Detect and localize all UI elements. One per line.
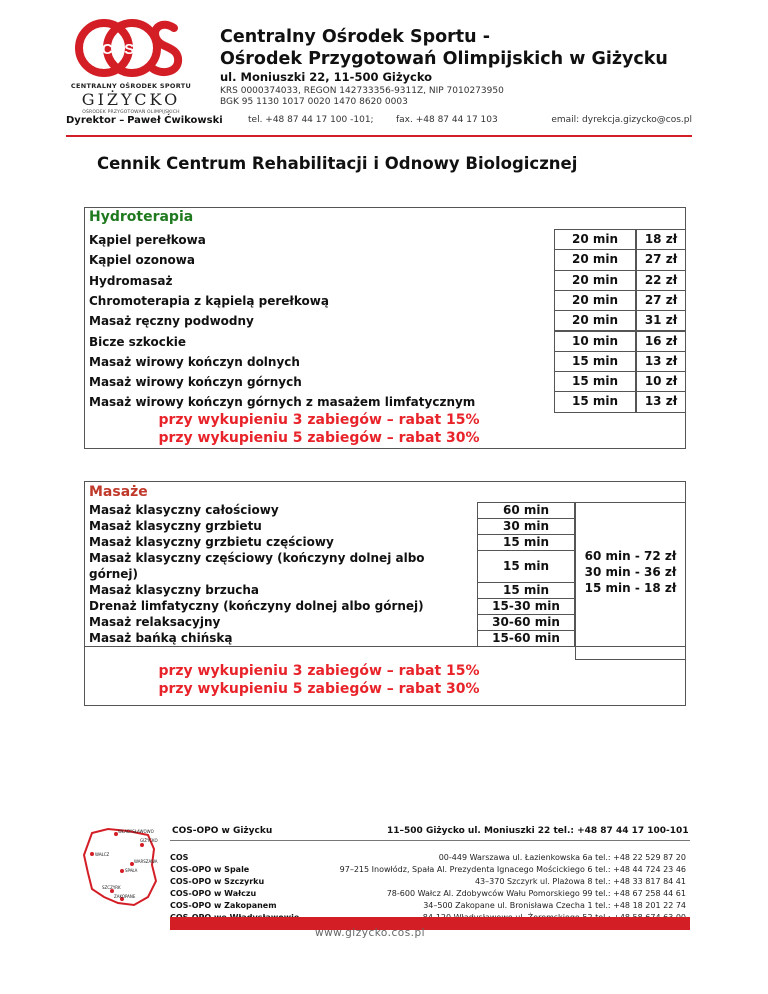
hydro-row-name: Masaż wirowy kończyn górnych [89,375,302,390]
massage-row-name: Masaż bańką chińską [89,631,233,645]
massage-price-15: 15 min - 18 zł [584,581,677,595]
hydro-row-name: Masaż wirowy kończyn górnych z masażem limfatycznym [89,395,476,410]
center-name: COS-OPO w Zakopanem [170,901,277,910]
center-address: 43–370 Szczyrk ul. Plażowa 8 tel.: +48 33 817 84 41 [474,877,686,886]
email-link[interactable]: email: dyrekcja.gizycko@cos.pl [551,115,692,125]
hydro-row-price: 13 zł [644,394,678,409]
org-registry-1: KRS 0000374033, REGON 142733356-9311Z, NIP 7010273950 [220,86,504,96]
center-address: 00-449 Warszawa ul. Łazienkowska 6a tel.: +48 22 529 87 20 [438,853,686,862]
phone: tel. +48 87 44 17 100 -101; [248,115,374,125]
hydro-row-time: 20 min [571,252,619,267]
hydro-row-price: 27 zł [644,252,678,267]
massage-row-name: Masaż klasyczny grzbietu [89,519,262,533]
massage-row-name: Masaż klasyczny grzbietu częściowy [89,535,334,549]
director [66,115,223,126]
massage-row-time: 30 min [502,519,550,533]
hydro-row-time: 20 min [571,272,619,287]
footer-red-bar [170,917,690,930]
massage-row-name: Masaż klasyczny całościowy [89,503,279,517]
massage-row-name-cont: górnej) [89,567,139,581]
massage-row-name: Masaż relaksacyjny [89,615,221,629]
svg-text:WAŁCZ: WAŁCZ [95,852,110,857]
center-name: COS-OPO w Spale [170,865,250,874]
hydro-discount-5: przy wykupieniu 5 zabiegów – rabat 30% [158,430,480,446]
hydro-row-name: Masaż ręczny podwodny [89,314,254,329]
center-name: COS-OPO w Wałczu [170,889,257,898]
svg-text:GIŻYCKO: GIŻYCKO [140,838,158,843]
hydro-row-price: 27 zł [644,292,678,307]
hydro-row-name: Bicze szkockie [89,334,187,349]
hydro-row-name: Chromoterapia z kąpielą perełkową [89,293,329,308]
svg-text:WARSZAWA: WARSZAWA [134,859,158,864]
massage-title: Masaże [89,484,148,500]
org-title-line2: Ośrodek Przygotowań Olimpijskich w Giżycku [220,49,668,69]
hydro-row-price: 10 zł [644,374,678,389]
organization-title [220,26,668,70]
massage-row-time: 15 min [502,559,550,573]
logo-line2: GIŻYCKO [81,90,181,109]
director-prefix: Dyrektor – [66,115,125,126]
svg-text:WŁADYSŁAWOWO: WŁADYSŁAWOWO [118,829,154,834]
massage-row-time: 30-60 min [492,615,560,629]
hydro-row-price: 22 zł [644,272,678,287]
hydro-row-time: 15 min [571,374,619,389]
center-address: 97–215 Inowłódz, Spała Al. Prezydenta Ignacego Mościckiego 6 tel.: +48 44 724 23 46 [339,865,686,874]
svg-text:ZAKOPANE: ZAKOPANE [114,894,136,899]
massage-row-time: 15-60 min [492,631,560,645]
poland-map-icon [78,825,160,909]
massage-row-time: 60 min [502,503,550,517]
director-name: Paweł Ćwikowski [127,115,223,126]
hydro-row-name: Hydromasaż [89,273,173,288]
hydro-row-name: Kąpiel perełkowa [89,233,206,247]
hydro-row-price: 13 zł [644,353,678,368]
website-link[interactable]: www.gizycko.cos.pl [315,927,426,939]
massage-discount-3: przy wykupieniu 3 zabiegów – rabat 15% [158,663,480,679]
hydro-row-name: Kąpiel ozonowa [89,253,195,268]
footer-addresses-list [340,852,686,924]
svg-text:COS: COS [101,41,135,58]
hydro-row-time: 15 min [571,353,619,368]
massage-row-time: 15 min [502,583,550,597]
massage-price-30: 30 min - 36 zł [584,565,677,579]
hydrotherapy-title: Hydroterapia [89,209,194,225]
cos-logo-mark [66,16,196,80]
org-address: ul. Moniuszki 22, 11-500 Giżycko [220,70,433,84]
hydro-row-time: 20 min [571,313,619,328]
org-title-line1: Centralny Ośrodek Sportu - [220,27,490,47]
cos-logo [66,16,196,116]
footer-centers-list [170,852,299,924]
hydro-row-price: 16 zł [644,333,678,348]
hydro-row-time: 10 min [571,333,619,348]
footer-divider [170,840,690,841]
massage-row-name: Drenaż limfatyczny (kończyny dolnej albo górnej) [89,599,424,613]
massage-row-time: 15 min [502,535,550,549]
logo-line1: CENTRALNY OŚRODEK SPORTU [70,82,192,90]
massage-price-60: 60 min - 72 zł [584,549,677,563]
footer-heading-left: COS-OPO w Giżycku [172,826,273,836]
massage-row-name: Masaż klasyczny brzucha [89,583,260,597]
fax: fax. +48 87 44 17 103 [396,115,498,125]
massage-row-name: Masaż klasyczny częściowy (kończyny dolnej albo [89,551,425,565]
center-address: 34–500 Zakopane ul. Bronisława Czecha 1 tel.: +48 18 201 22 74 [423,901,686,910]
center-address: 78-600 Wałcz Al. Zdobywców Wału Pomorskiego 99 tel.: +48 67 258 44 61 [386,889,686,898]
hydro-row-name: Masaż wirowy kończyn dolnych [89,354,300,369]
massage-row-time: 15-30 min [492,599,560,613]
center-name: COS [170,853,189,862]
svg-text:SPAŁA: SPAŁA [125,868,138,873]
hydro-row-price: 31 zł [644,313,678,328]
logo-line3: OŚRODEK PRZYGOTOWAŃ OLIMPIJSKICH [82,110,180,115]
footer-heading-right: 11–500 Giżycko ul. Moniuszki 22 tel.: +48 87 44 17 100-101 [387,826,689,836]
org-registry-2: BGK 95 1130 1017 0020 1470 8620 0003 [220,97,408,107]
svg-text:SZCZYRK: SZCZYRK [102,885,121,890]
header-divider [66,135,692,137]
massage-discount-5: przy wykupieniu 5 zabiegów – rabat 30% [158,681,480,697]
hydro-row-time: 15 min [571,394,619,409]
hydro-row-time: 20 min [571,292,619,307]
hydro-row-time: 20 min [571,232,619,246]
hydro-discount-3: przy wykupieniu 3 zabiegów – rabat 15% [158,412,480,428]
hydro-row-price: 18 zł [644,232,678,246]
document-title: Cennik Centrum Rehabilitacji i Odnowy Biologicznej [97,154,578,173]
center-name: COS-OPO w Szczyrku [170,877,265,886]
